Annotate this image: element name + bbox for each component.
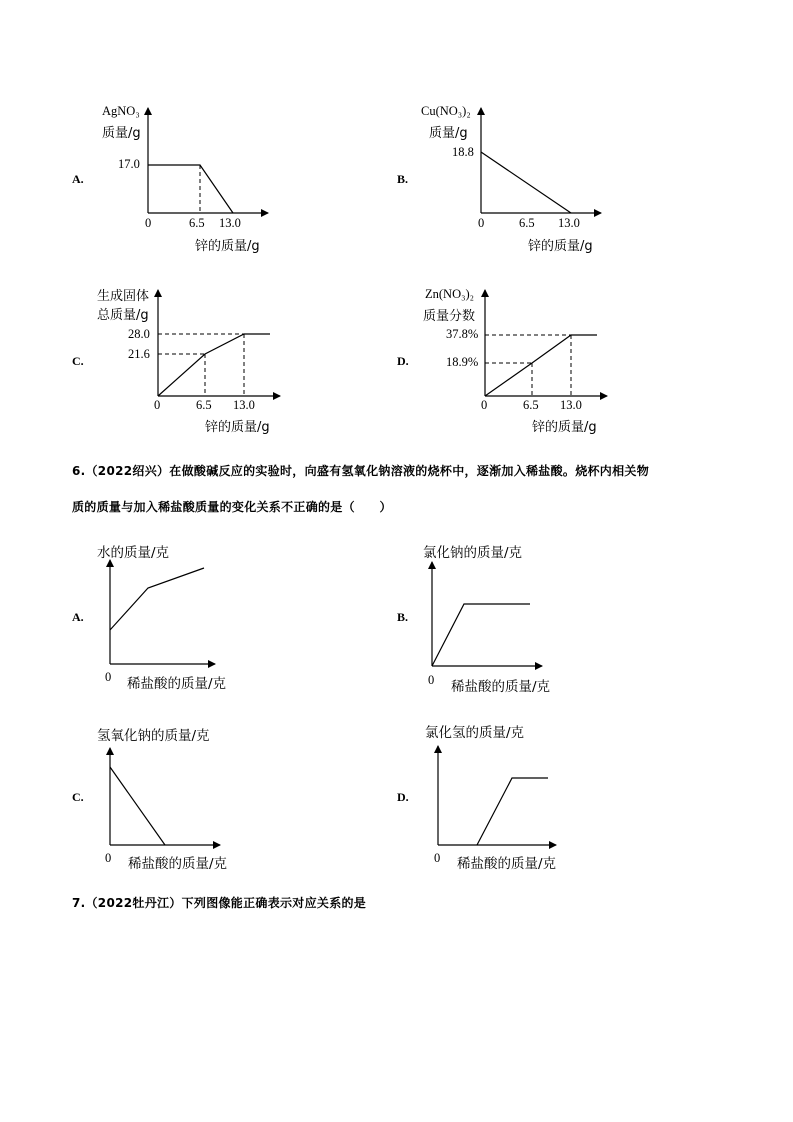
- q6-d-origin: 0: [434, 851, 441, 865]
- data-line: [477, 778, 548, 845]
- q6-d-option-label: D.: [397, 790, 409, 804]
- q6-a-x-title: 稀盐酸的质量/克: [127, 676, 227, 692]
- q5-c-y-tick-1: 28.0: [128, 327, 150, 341]
- q7-stem: 7.（2022牡丹江）下列图像能正确表示对应关系的是: [72, 896, 367, 910]
- q5-c-y-tick-2: 21.6: [128, 347, 150, 361]
- q5-a-x-title: 锌的质量/g: [195, 239, 260, 254]
- q6-d-y-title: 氯化氢的质量/克: [425, 725, 525, 741]
- q5-b-x-tick-1: 6.5: [519, 216, 535, 230]
- q5-a-y-tick: 17.0: [118, 157, 140, 171]
- q5-a-origin: 0: [145, 216, 152, 230]
- q5-a-x-tick-2: 13.0: [219, 216, 241, 230]
- data-line: [481, 152, 571, 213]
- q5-a-y-title-2: 质量/g: [102, 126, 141, 141]
- q6-graph-b: [432, 562, 542, 666]
- q5-d-x-tick-2: 13.0: [560, 398, 582, 412]
- q5-b-y-tick: 18.8: [452, 145, 474, 159]
- q6-stem-line-2: 质的质量与加入稀盐酸质量的变化关系不正确的是（ ）: [72, 500, 392, 514]
- q5-d-y-tick-2: 18.9%: [446, 355, 479, 369]
- q5-b-x-tick-2: 13.0: [558, 216, 580, 230]
- q5-d-y-title-1: Zn(NO₃)₂: [425, 287, 474, 301]
- q5-a-y-title-1: AgNO₃: [102, 104, 140, 118]
- q6-b-origin: 0: [428, 673, 435, 687]
- q6-b-option-label: B.: [397, 610, 409, 624]
- data-line: [110, 767, 165, 845]
- data-line: [485, 335, 597, 396]
- q5-b-option-label: B.: [397, 172, 409, 186]
- q6-c-y-title: 氢氧化钠的质量/克: [97, 728, 210, 744]
- q6-c-x-title: 稀盐酸的质量/克: [128, 856, 228, 872]
- q5-d-x-title: 锌的质量/g: [532, 420, 597, 435]
- data-line: [148, 165, 233, 213]
- q5-b-y-title-2: 质量/g: [429, 126, 468, 141]
- q5-c-origin: 0: [154, 398, 161, 412]
- q5-a-x-tick-1: 6.5: [189, 216, 205, 230]
- q5-d-option-label: D.: [397, 354, 409, 368]
- q5-b-y-title-1: Cu(NO₃)₂: [421, 104, 471, 118]
- q5-graph-c: [158, 290, 280, 396]
- data-line: [110, 568, 204, 630]
- q6-graph-a: [110, 560, 215, 664]
- q6-graph-c: [110, 748, 220, 845]
- q5-c-x-tick-1: 6.5: [196, 398, 212, 412]
- q5-b-origin: 0: [478, 216, 485, 230]
- q5-c-x-title: 锌的质量/g: [205, 420, 270, 435]
- q5-graph-b: [481, 108, 601, 213]
- q6-d-x-title: 稀盐酸的质量/克: [457, 856, 557, 872]
- q5-c-option-label: C.: [72, 354, 84, 368]
- q5-a-option-label: A.: [72, 172, 84, 186]
- q5-graph-a: [148, 108, 268, 213]
- q5-d-y-title-2: 质量分数: [423, 309, 476, 324]
- q5-d-x-tick-1: 6.5: [523, 398, 539, 412]
- q5-c-y-title-1: 生成固体: [97, 289, 150, 304]
- q5-c-y-title-2: 总质量/g: [97, 308, 149, 323]
- q6-stem-line-1: 6.（2022绍兴）在做酸碱反应的实验时，向盛有氢氧化钠溶液的烧杯中，逐渐加入稀盐酸。烧杯内相关物: [72, 464, 650, 478]
- q5-b-x-title: 锌的质量/g: [528, 239, 593, 254]
- q5-d-y-tick-1: 37.8%: [446, 327, 479, 341]
- q6-c-origin: 0: [105, 851, 112, 865]
- q5-c-x-tick-2: 13.0: [233, 398, 255, 412]
- data-line: [432, 604, 530, 666]
- q6-b-y-title: 氯化钠的质量/克: [423, 545, 523, 561]
- q6-graph-d: [438, 746, 556, 845]
- q6-c-option-label: C.: [72, 790, 84, 804]
- data-line: [158, 334, 270, 396]
- q5-d-origin: 0: [481, 398, 488, 412]
- q5-graph-d: [485, 290, 607, 396]
- q6-a-origin: 0: [105, 670, 112, 684]
- q6-b-x-title: 稀盐酸的质量/克: [451, 679, 551, 695]
- q6-a-option-label: A.: [72, 610, 84, 624]
- q6-a-y-title: 水的质量/克: [97, 545, 170, 561]
